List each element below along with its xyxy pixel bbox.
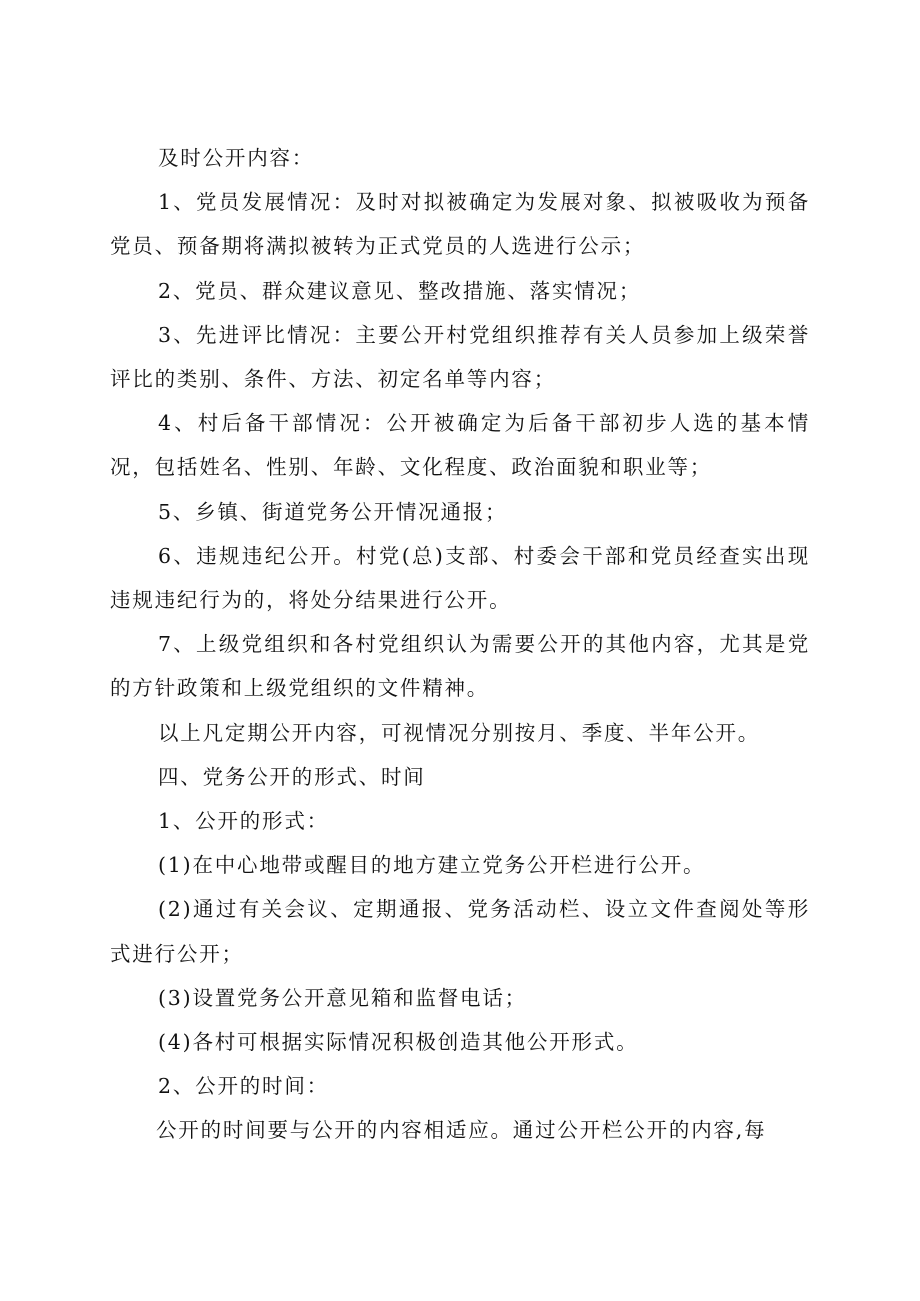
subheading-time: 2、公开的时间：: [158, 1074, 329, 1099]
paragraph-time-body: 公开的时间要与公开的内容相适应。通过公开栏公开的内容,每: [156, 1118, 767, 1143]
paragraph-form-4: (4)各村可根据实际情况积极创造其他公开形式。: [158, 1030, 639, 1055]
paragraph-form-1: (1)在中心地带或醒目的地方建立党务公开栏进行公开。: [158, 853, 706, 878]
section-heading-form-time: 四、党务公开的形式、时间: [158, 764, 426, 789]
paragraph-heading-timely-content: 及时公开内容：: [158, 146, 315, 170]
paragraph-item-2: 2、党员、群众建议意见、整改措施、落实情况；: [158, 278, 642, 303]
paragraph-item-4: 4、村后备干部情况：公开被确定为后备干部初步人选的基本情况，包括姓名、性别、年龄、文化程度、政治面貌和职业等；: [110, 411, 810, 480]
paragraph-item-1: 1、党员发展情况：及时对拟被确定为发展对象、拟被吸收为预备党员、预备期将满拟被转为正式党员的人选进行公示；: [110, 190, 810, 259]
paragraph-form-2: (2)通过有关会议、定期通报、党务活动栏、设立文件查阅处等形式进行公开；: [110, 897, 810, 966]
paragraph-form-3: (3)设置党务公开意见箱和监督电话；: [158, 985, 527, 1010]
paragraph-item-7: 7、上级党组织和各村党组织认为需要公开的其他内容，尤其是党的方针政策和上级党组织的文件精神。: [110, 632, 810, 701]
paragraph-item-3: 3、先进评比情况：主要公开村党组织推荐有关人员参加上级荣誉评比的类别、条件、方法、初定名单等内容；: [110, 322, 810, 392]
paragraph-regular-content-note: 以上凡定期公开内容，可视情况分别按月、季度、半年公开。: [158, 720, 761, 745]
paragraph-item-6: 6、违规违纪公开。村党(总)支部、村委会干部和党员经查实出现违规违纪行为的，将处分结果进行公开。: [110, 543, 810, 613]
subheading-form: 1、公开的形式：: [158, 809, 329, 834]
paragraph-item-5: 5、乡镇、街道党务公开情况通报；: [158, 499, 508, 524]
document-page: [110, 136, 810, 1153]
